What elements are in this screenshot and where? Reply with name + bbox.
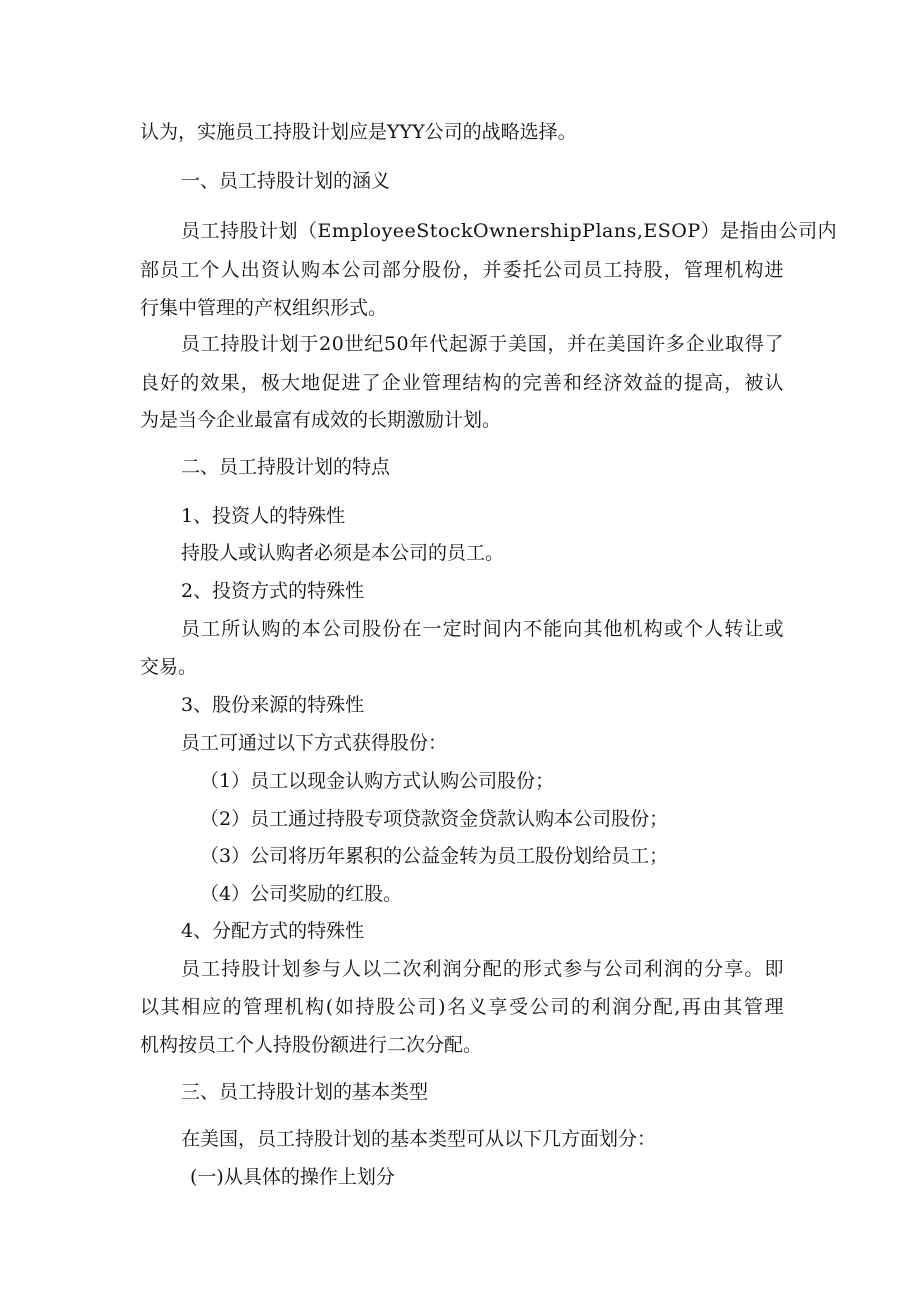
- list-item: （1）员工以现金认购方式认购公司股份；: [200, 770, 555, 792]
- paragraph-line: 员工所认购的本公司股份在一定时间内不能向其他机构或个人转让或: [181, 618, 784, 640]
- paragraph-line: 以其相应的管理机构(如持股公司)名义享受公司的利润分配,再由其管理: [140, 996, 784, 1018]
- subheading: 2、投资方式的特殊性: [181, 580, 365, 602]
- paragraph-line: 为是当今企业最富有成效的长期激励计划。: [140, 409, 502, 431]
- list-item: （2）员工通过持股专项贷款资金贷款认购本公司股份；: [200, 808, 669, 830]
- paragraph-line: 机构按员工个人持股份额进行二次分配。: [140, 1034, 483, 1056]
- paragraph-line: 良好的效果，极大地促进了企业管理结构的完善和经济效益的提高，被认: [140, 372, 784, 394]
- paragraph-line: 员工可通过以下方式获得股份：: [181, 732, 448, 754]
- subheading: 3、股份来源的特殊性: [181, 694, 365, 716]
- list-item: （4）公司奖励的红股。: [200, 883, 403, 905]
- section-heading-2: 二、员工持股计划的特点: [181, 456, 391, 478]
- paragraph-line: 部员工个人出资认购本公司部分股份，并委托公司员工持股，管理机构进: [140, 259, 784, 281]
- paragraph-line: 持股人或认购者必须是本公司的员工。: [181, 542, 505, 564]
- subheading: (一)从具体的操作上划分: [190, 1166, 395, 1188]
- section-heading-1: 一、员工持股计划的涵义: [181, 170, 391, 192]
- paragraph-line: 交易。: [140, 656, 198, 678]
- paragraph-line: 员工持股计划（EmployeeStockOwnershipPlans,ESOP）是指由公司内: [181, 220, 838, 242]
- subheading: 1、投资人的特殊性: [181, 505, 346, 527]
- paragraph-line: 行集中管理的产权组织形式。: [140, 297, 388, 319]
- section-heading-3: 三、员工持股计划的基本类型: [181, 1081, 429, 1103]
- subheading: 4、分配方式的特殊性: [181, 920, 365, 942]
- paragraph-line: 员工持股计划参与人以二次利润分配的形式参与公司利润的分享。即: [181, 958, 784, 980]
- paragraph-line: 在美国，员工持股计划的基本类型可从以下几方面划分：: [181, 1128, 657, 1150]
- paragraph-line: 认为，实施员工持股计划应是YYY公司的战略选择。: [140, 121, 577, 143]
- paragraph-line: 员工持股计划于20世纪50年代起源于美国，并在美国许多企业取得了: [181, 333, 784, 355]
- list-item: （3）公司将历年累积的公益金转为员工股份划给员工；: [200, 845, 669, 867]
